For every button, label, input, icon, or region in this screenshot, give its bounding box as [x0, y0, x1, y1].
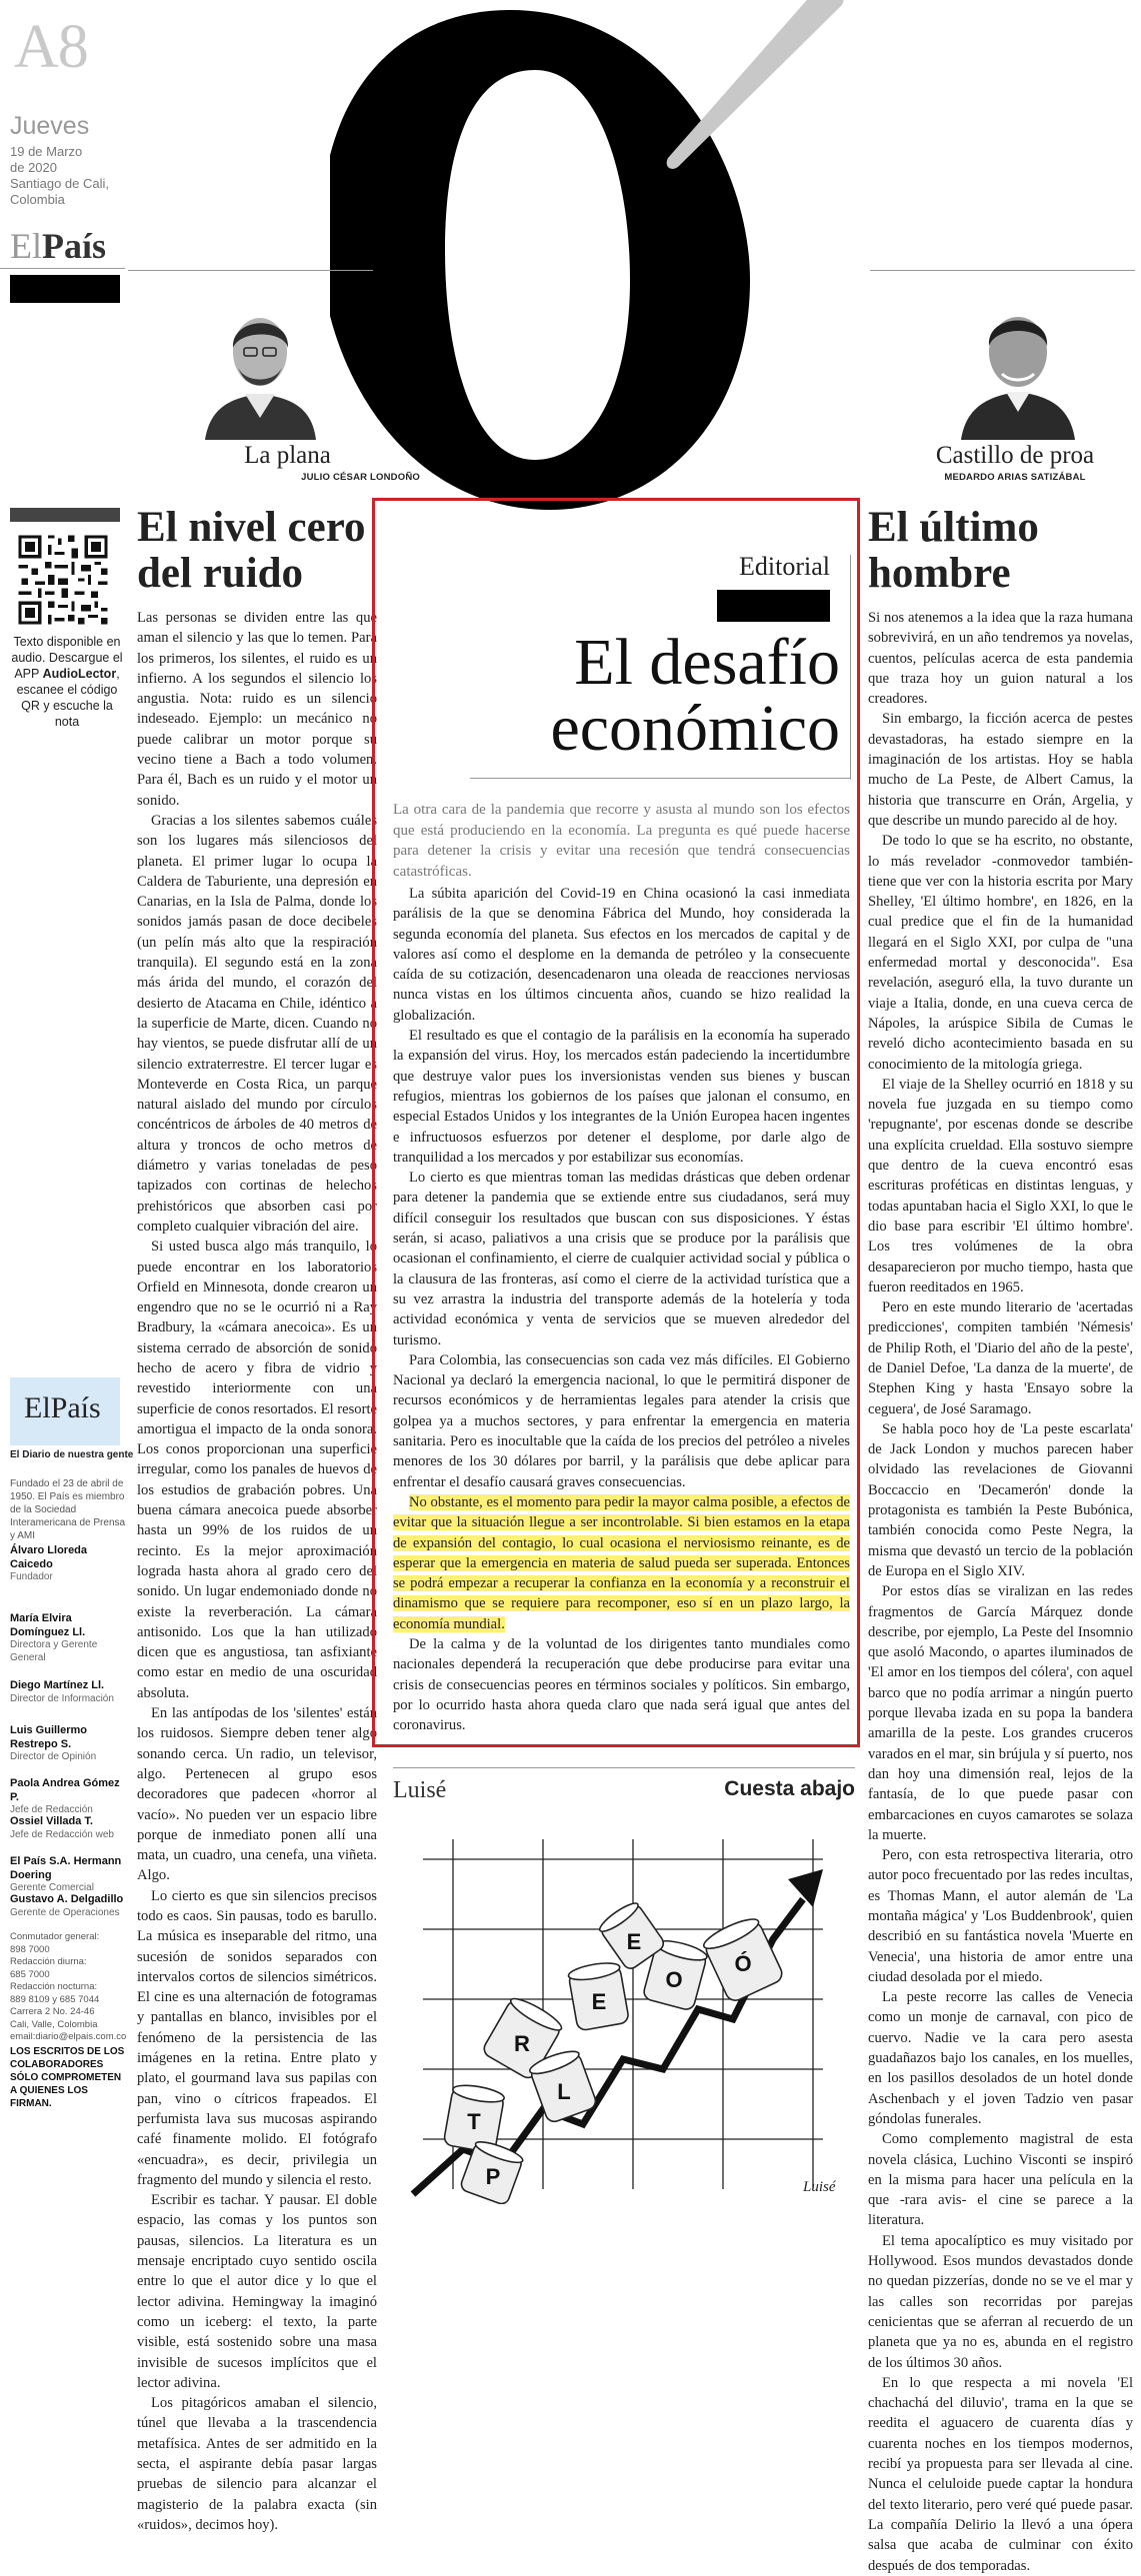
paragraph: Se habla poco hoy de 'La peste escarlata' de Jack London y muchos parecen haber olvidado las revelaciones de Giovanni Boccaccio en 'Decamerón' donde la protagonista es también la Peste Bubónica, también conocida como Peste Negra, la misma que devastó un tercio de la población de Europa en el Siglo XIV.: [868, 1420, 1133, 1579]
editorial-body: [393, 884, 850, 1735]
divider: [128, 270, 373, 271]
article-headline: El último hombre: [868, 504, 1039, 597]
cartoon-title: Cuesta abajo: [724, 1777, 855, 1800]
paragraph: Como complemento magistral de esta novela clásica, Luchino Visconti se inspiró en la misma para hacer una película en la que -rara avis- el cine se parece a la literatura.: [868, 2131, 1133, 2229]
section-bar: [10, 275, 120, 303]
staff-entry: [10, 1855, 128, 1895]
logo-part: País: [42, 226, 107, 266]
barrel-letter: E: [626, 1929, 642, 1954]
title-line: El desafío: [574, 626, 840, 699]
staff-role: Gerente Comercial: [10, 1882, 94, 1893]
paragraph: Lo cierto es que sin silencios precisos todo es caos. Sin pausas, todo es barullo. La música es inseparable del ritmo, una sucesión de sonidos separados con intervalos cortos de silencios simétricos. El cine es una alternación de fotogramas y pantallas en blanco, invisibles por el fenómeno de la persistencia de las imágenes en la retina. Entre plato y plato, el gourmand lava sus papilas con pan, vino o cítricos frapeados. El perfumista lava sus mucosas aspirando café finamente molido. El fotógrafo «encuadra», es decir, privilegia un fragmento del mundo y silencia el resto.: [137, 1887, 377, 2188]
paragraph: Pero, con esta retrospectiva literaria, otro autor poco frecuentado por las redes incultas, es Thomas Mann, el autor alemán de 'La montaña mágica' y 'Los Buddenbrook', quien describió en su fantástica novela 'Muerte en Venecia', una historia de amor entre una ciudad desolada por el miedo.: [868, 1847, 1133, 1985]
section-kicker: Editorial: [739, 552, 830, 581]
column-author: MEDARDO ARIAS SATIZÁBAL: [944, 472, 1086, 483]
contact-line: Carrera 2 No. 24-46: [10, 2006, 95, 2017]
contact-line: Redacción nocturna:: [10, 1981, 98, 1992]
newspaper-logo: [10, 225, 106, 267]
barrel-letter: O: [665, 1967, 683, 1992]
paragraph: En lo que respecta a mi novela 'El chachachá del diluvio', trama en la que se reedita el aguacero de cuarenta días y cuarenta noches en los tiempos modernos, recibí ya propuesta para ser llevada al cine. Nunca el celuloide puede captar la hondura del texto literario, pero veré qué puede pasar. La compañía Delirio la llevó a una ópera salsa que acaba de culminar con éxito después de dos temporadas.: [868, 2374, 1133, 2574]
title-line: económico: [550, 692, 840, 765]
paragraph: Si nos atenemos a la idea que la raza humana sobrevivirá, en un año tendremos ya novelas, cuentos, películas acerca de esta pandemia que traza hoy un guion natural a los creadores.: [868, 610, 1133, 708]
paragraph: Escribir es tachar. Y pausar. El doble espacio, las comas y los puntos son pausas, silencios. La literatura es un mensaje encriptado cuyo sentido oscila entre lo que el autor dice y lo que el lector adivina. Hemingway la imaginó como un iceberg: el texto, la parte visible, está sostenido sobre una masa invisible de sucesos implícitos que el lector adivina.: [137, 2192, 377, 2391]
barrel-letter: P: [485, 2164, 501, 2189]
highlighted-paragraph: [393, 1492, 850, 1634]
staff-name: Álvaro Lloreda Caicedo: [10, 1544, 88, 1570]
paragraph: Si usted busca algo más tranquilo, lo puede encontrar en los laboratorios Orfield en Minnesota, donde crearon un engendro que no se le ocurrió ni a Ray Bradbury, la «cámara anecoica». Es un sistema cerrado de absorción de sonido hecho de acero y fibra de vidrio y revestido interiormente con una superficie de conos resortados. El resorte amortigua el impacto de la onda sonora. Los conos proporcionan una superficie irregular, como los panales de huevos de los estudios de grabación pobres. Una buena cámara anecoica puede absorber hasta un 99% de los ruidos de un recinto. Es la mejor aproximación lograda hasta ahora al grado cero del sonido. Un lugar endemoniado donde no existe la reverberación. La cámara antisonido. Los que la han utilizado dicen que es angustiosa, tan asfixiante como estar en medio de una oscuridad absoluta.: [137, 1239, 377, 1701]
paragraph: La peste recorre las calles de Venecia como un monje de carnaval, con pico de cuervo. Nadie ve la cara pero asesta guadañazos bajo los canales, en los muelles, en los pasillos desolados de un hotel donde Aschenbach y el joven Tadzio ven pasar góndolas funerales.: [868, 1989, 1133, 2127]
paragraph: Los pitagóricos amaban el silencio, túnel que llevaba a la trascendencia metafísica. Antes de ser admitido en la secta, el aspirante debía pasar largas pruebas de silencio para alcanzar el magisterio de la palabra exacta (sin «ruidos», decimos hoy).: [137, 2395, 377, 2533]
paragraph: Para Colombia, las consecuencias son cada vez más difíciles. El Gobierno Nacional ya declaró la emergencia nacional, lo que le permitirá disponer de recursos económicos y de herramientas legales para atender la crisis que golpea ya a muchos sectores, y para enfrentar la emergencia en materia sanitaria. Pero es inocultable que la caída de los precios del petróleo a niveles menores de los 30 dólares por barril, y la parálisis que debe aplicar para enfrentar el desafío causará graves consecuencias.: [393, 1351, 850, 1490]
contact-line: 898 7000: [10, 1943, 50, 1955]
staff-name: Paola Andrea Gómez P.: [10, 1777, 120, 1803]
barrel-letter: E: [591, 1989, 607, 2014]
contact-line: 685 7000: [10, 1968, 50, 1980]
cartoon-signature: Luisé: [803, 2179, 836, 2195]
staff-entry: [10, 1544, 128, 1584]
paragraph: Por estos días se viralizan en las redes fragmentos de García Márquez donde describe, por ejemplo, La Peste del Insomnio que asoló Macondo, o apartes iluminados de 'El amor en los tiempos del cólera', con aquel barco que no podía arrimar a ningún puerto porque llevaba izada en su popa la bandera amarilla de la peste. Los grandes cruceros varados en el mar, sin brújula y sí puerto, nos dan hoy una dimensión real, lejos de la fantasía, de lo que puede pasar con embarcaciones en cuyos camarotes se solaza la muerte.: [868, 1583, 1133, 1843]
staff-name: El País S.A. Hermann Doering: [10, 1855, 122, 1881]
barrels: [443, 1899, 785, 2204]
paragraph: El tema apocalíptico es muy visitado por Hollywood. Esos mundos devastados donde no quedan pizzerías, donde no se ve el mar y las calles son recorridas por parejas cenicientas que se aferran al recuerdo de un planeta que ya no es, abunda en el registro de los últimos 30 años.: [868, 2232, 1133, 2371]
staff-role: Jefe de Redacción web: [10, 1828, 114, 1840]
paragraph: De todo lo que se ha escrito, no obstante, lo más revelador -conmovedor también- tiene que ver con la historia escrita por Mary Shelley, 'El último hombre', en 1826, en la cual predice que el fin de la humanidad llegará en el Siglo XXI, por culpa de "una enfermedad mortal y desconocida". Esa revelación, aseguró ella, la tuvo durante un viaje a Italia, donde, en una cueva cerca de Nápoles, la arúspice Sibila de Cumas le reveló dicho acontecimiento basada en su conocimiento de la mitología griega.: [868, 833, 1133, 1073]
staff-role: Jefe de Redacción: [10, 1804, 93, 1815]
audio-text: Texto disponible en audio. Descargue el APP: [11, 635, 123, 681]
date-line: Colombia: [10, 192, 65, 207]
staff-name: Diego Martínez Ll.: [10, 1679, 105, 1691]
staff-entry: [10, 1815, 128, 1841]
staff-role: Director de Opinión: [10, 1751, 97, 1762]
paragraph: Las personas se dividen entre las que aman el silencio y las que lo temen. Para los primeros, los silentes, el ruido es un infierno. A los segundos el silencio los angustia. Nota: ruido es un silencio indeseado. Ejemplo: un mecánico no puede calibrar un motor porque su vecino tiene a Bach a todo volumen. Para él, Bach es un ruido y el motor un sonido.: [137, 610, 377, 809]
staff-name: Luis Guillermo Restrepo S.: [10, 1724, 88, 1750]
editorial-lead: La otra cara de la pandemia que recorre y asusta al mundo son los efectos que está produciendo en la economía. La pregunta es qué puede hacerse para detener la crisis y evitar una recesión que tendrá consecuencias catastróficas.: [393, 802, 850, 880]
audio-text: , escanee el código QR y escuche la nota: [16, 667, 120, 729]
founded-note: Fundado el 23 de abril de 1950. El País es miembro de la Sociedad Interamericana de Prensa y AMI: [10, 1478, 126, 1541]
disclaimer: LOS ESCRITOS DE LOS COLABORADORES SÓLO COMPROMETEN A QUIENES LOS FIRMAN.: [10, 2046, 125, 2109]
staff-name: Gustavo A. Delgadillo: [10, 1893, 124, 1905]
cartoon-drawing: [393, 1819, 855, 2204]
columnist-photo: [958, 290, 1078, 440]
staff-role: Directora y Gerente General: [10, 1639, 98, 1663]
article-body: [137, 608, 377, 2535]
barrel-letter: Ó: [734, 1951, 752, 1976]
staff-name: María Elvira Domínguez Ll.: [10, 1612, 86, 1638]
article-body: [868, 608, 1133, 2576]
paragraph: El viaje de la Shelley ocurrió en 1818 y su novela fue juzgada en su tiempo como 'repugnante', por escenas donde se describe una explícita crueldad. Ella sostuvo siempre que dentro de la cueva encontró esas escrituras proféticas en distintas lenguas, y todas apuntaban hacia el Siglo XXI, lo que le dio base para escribir 'El último hombre'. Los tres volúmenes de la obra desaparecieron por mucho tiempo, hasta que fueron reeditados en 1965.: [868, 1076, 1133, 1295]
columnist-photo: [200, 290, 320, 440]
paragraph: Sin embargo, la ficción acerca de pestes devastadoras, ha estado siempre en la imaginación de los artistas. Hoy se habla mucho de La Peste, de Albert Camus, la historia que transcurre en Orán, Argelia, y que describe un mundo parecido al de hoy.: [868, 711, 1133, 829]
date-line: de 2020: [10, 160, 57, 175]
contact-email[interactable]: email:diario@elpais.com.co: [10, 2031, 127, 2042]
app-name: AudioLector: [42, 667, 117, 681]
staff-role: Gerente de Operaciones: [10, 1906, 120, 1918]
column-name: Castillo de proa: [935, 442, 1095, 469]
article-headline: El nivel cero del ruido: [137, 504, 366, 597]
staff-entry: [10, 1724, 128, 1764]
contact-line: Conmutador general:: [10, 1931, 100, 1942]
paragraph: De la calma y de la voluntad de los dirigentes tanto mundiales como nacionales dependerá la recuperación que debe producirse para evitar una crisis de consecuencias peores en términos sociales y políticos. Sin embargo, por lo ocurrido hasta ahora queda claro que nada será igual que antes del coronavirus.: [393, 1635, 850, 1734]
paragraph: Lo cierto es que mientras toman las medidas drásticas que deben ordenar para detener la pandemia que se extiende entre sus ciudadanos, será muy difícil conseguir los resultados que buscan con sus disposiciones. Y éstas serán, si acaso, paliativos a una crisis que se produce por la parálisis que ocasionan el confinamiento, el cierre de cualquier actividad social y pública o la clausura de las fronteras, así como el cierre de la actividad turística que a su vez arrastra la industria del transporte además de la hotelería y toda actividad económica y venta de servicios que se mueven alrededor del turismo.: [393, 1170, 850, 1348]
paragraph: En las antípodas de los 'silentes' están los ruidosos. Siempre deben tener algo sonando cerca. Un radio, un televisor, algo. Pertenecen al grupo esos decoradores que padecen «horror al vacío». No pueden ver un espacio libre porque de inmediato ponen allí una mata, un cuadro, una cenefa, una viñeta. Algo.: [137, 1705, 377, 1884]
staff-role: Director de Información: [10, 1692, 114, 1704]
staff-entry: [10, 1679, 128, 1705]
cartoonist-name: Luisé: [393, 1777, 447, 1803]
highlighted-text: No obstante, es el momento para pedir la mayor calma posible, a efectos de evitar que la situación llegue a ser incontrolable. Si bien estamos en la etapa de expansión del contagio, lo cual ocasiona el nerviosismo reinante, es de esperar que la emergencia en materia de salud pueda ser superada. Entonces se podrá empezar a recuperar la confianza en la economía y a reconstruir el dinamismo que se requiere para recomponer, eso sí en un plazo largo, la economía mundial.: [393, 1493, 850, 1632]
barrel-letter: L: [557, 2079, 571, 2104]
barrel-letter: R: [514, 2031, 530, 2056]
contact-line: Redacción diurna:: [10, 1956, 87, 1967]
staff-entry: [10, 1777, 128, 1817]
paragraph: Gracias a los silentes sabemos cuáles son los lugares más silenciosos del planeta. El primer lugar lo ocupa la Caldera de Taburiente, una depresión en Canarias, en la Isla de Palma, donde los sonidos jamás pasan de doce decibeles (un pelín más alto que la respiración tranquila). El segundo está en la zona más árida del mundo, el corazón del desierto de Atacama en Chile, idéntico a la superficie de Marte, dicen. Cuando no hay vientos, se puede disfrutar allí de un silencio extraterrestre. El tercer lugar es Monteverde en Costa Rica, un parque natural aislado del mundo por círculos concéntricos de árboles de 40 metros de altura y troncos de ocho metros de diámetro y varias toneladas de peso tapizados con cortinas de helechos prehistóricos que absorben casi por completo cualquier vibración del aire.: [137, 812, 377, 1235]
staff-entry: [10, 1893, 128, 1919]
divider: [470, 778, 851, 779]
tagline: El Diario de nuestra gente: [10, 1449, 134, 1460]
divider: [0, 268, 125, 269]
masthead-logo-box: [10, 1377, 120, 1445]
staff-entry: [10, 1612, 128, 1664]
section-bar: [717, 590, 830, 622]
date-line: 19 de Marzo: [10, 144, 83, 159]
audio-instructions: [8, 634, 126, 730]
contact-info: [10, 1931, 128, 2044]
column-author: JULIO CÉSAR LONDOÑO: [301, 472, 420, 483]
staff-role: Fundador: [10, 1571, 53, 1582]
paragraph: El resultado es que el contagio de la parálisis en la economía ha superado la expansión del virus. Hoy, los mercados están padeciendo la incertidumbre que destruye valor pues los inversionistas venden sus bienes y buscan refugios, mientras los gobiernos de los países que jalonan el consumo, en especial Estados Unidos y los integrantes de la Unión Europea hacen ingentes e infructuosos esfuerzos por detener el desplome, por darle algo de tranquilidad a los mercados y por estabilizar sus economías.: [393, 1028, 850, 1166]
editorial-title: [440, 626, 840, 765]
date-location: [10, 144, 120, 208]
logo-part: El: [10, 226, 42, 266]
qr-code-icon[interactable]: [15, 532, 111, 628]
staff-name: Ossiel Villada T.: [10, 1815, 93, 1827]
divider: [850, 555, 851, 780]
divider: [870, 270, 1135, 271]
date-line: Santiago de Cali,: [10, 176, 110, 191]
page-number: A8: [14, 13, 88, 81]
weekday: Jueves: [10, 112, 90, 140]
paragraph: Pero en este mundo literario de 'acertadas predicciones', compiten también 'Némesis' de Philip Roth, el 'Diario del año de la peste', de Daniel Defoe, 'La danza de la muerte', de Stephen King y hasta 'Ensayo sobre la ceguera', de José Saramago.: [868, 1299, 1133, 1417]
masthead-logo: ElPaís: [24, 1391, 101, 1424]
audio-bar: [10, 508, 120, 522]
contact-line: 889 8109 y 685 7044: [10, 1993, 100, 2005]
divider: [393, 1767, 855, 1768]
paragraph: La súbita aparición del Covid-19 en China ocasionó la casi inmediata parálisis de la que se denomina Fábrica del Mundo, hoy considerada la segunda economía del planeta. Sus efectos en los mercados de capital y de valores así como el desplome en la demanda de petróleo y la consecuente caída de su cotización, desencadenaron una oleada de reacciones nerviosas nunca vistas en los últimos cincuenta años, cuando se hizo realidad la globalización.: [393, 886, 850, 1024]
barrel-letter: T: [467, 2109, 481, 2134]
column-name: La plana: [244, 442, 331, 469]
contact-line: Cali, Valle, Colombia: [10, 2018, 98, 2030]
